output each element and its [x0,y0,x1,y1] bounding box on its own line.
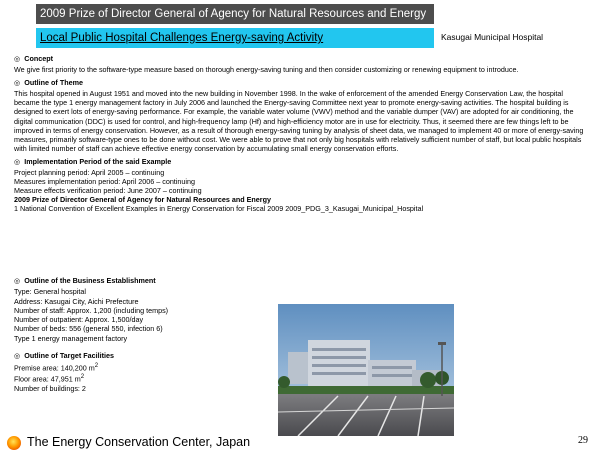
concept-heading-text: Concept [24,54,54,63]
outline-theme-heading [14,78,586,87]
business-heading [14,276,284,285]
implementation-line: Measures implementation period: April 2006 – continuing [14,177,195,187]
implementation-heading-text: Implementation Period of the said Example [24,156,172,166]
floor-area-unit: 2 [80,374,85,381]
bullseye-icon: ◎ [14,54,21,63]
floor-area-label: Floor area: 47,951 m [14,374,81,384]
page-number: 29 [578,435,588,446]
lower-content [14,274,284,393]
facilities-heading [14,351,284,360]
convention-line: 1 National Convention of Excellent Examples in Energy Conservation for Fiscal 2009 2009_PDG_3_Kasugai_Municipal_Hospital [14,204,424,214]
implementation-line: Measure effects verification period: June 2007 – continuing [14,186,202,196]
concept-heading [14,54,586,63]
bullseye-icon: ◎ [14,276,21,285]
business-line: Type: General hospital [14,287,86,297]
bullseye-icon: ◎ [14,156,21,166]
business-line: Number of beds: 556 (general 550, infection 6) [14,324,163,334]
floor-area [14,373,284,384]
business-line: Number of outpatient: Approx. 1,500/day [14,315,144,325]
business-line: Type 1 energy management factory [14,333,128,343]
prize-line: 2009 Prize of Director General of Agency for Natural Resources and Energy [14,195,271,205]
premise-area-label: Premise area: 140,200 m [14,363,95,373]
outline-theme-body: This hospital opened in August 1951 and moved into the new building in November 1998. In the wake of enforcement of the amended Energy Conservation Law, the hospital became the type 1 energy management factory in July 2006 and launched the Energy-saving Committee next year to promote energy-saving activities. The hospital building is designed to exert lots of energy-saving performance. For example, the variable water volume (VWV) method and the variable dumper (VAV) are adopted for air conditioning, the digital communication (DDC) is used for control, and high-frequency lamp (Hf) and high-efficiency motor are in use for electricity. Thus, it seemed there are few things left to be improved in terms of energy conservation. However, as a result of thorough energy-saving tuning by analysis of sheet data, we managed to implement 40 or more of energy-saving measures, primarily software-type ones to be done without cost. We were able to prove that not only big hospitals with relatively sufficient number of staff, but local public hospitals with limited number of staff can achieve effective energy conservation by accumulating small energy conservation efforts. [14,89,584,153]
prize-title-banner: 2009 Prize of Director General of Agency for Natural Resources and Energy [36,4,434,24]
hospital-name: Kasugai Municipal Hospital [441,32,544,42]
bullseye-icon: ◎ [14,78,21,88]
number-of-buildings: Number of buildings: 2 [14,383,86,393]
implementation-heading [14,157,586,166]
business-line: Number of staff: Approx. 1,200 (including temps) [14,305,169,315]
energy-conservation-center-logo [7,436,21,450]
bullseye-icon: ◎ [14,351,21,361]
facilities-heading-text: Outline of Target Facilities [24,351,115,361]
implementation-line: Project planning period: April 2005 – continuing [14,168,165,178]
upper-content [14,54,586,214]
outline-theme-heading-text: Outline of Theme [24,78,83,88]
subtitle-banner: Local Public Hospital Challenges Energy-saving Activity [36,28,434,48]
concept-body: We give first priority to the software-type measure based on thorough energy-saving tuning and then consider customizing or renewing equipment to introduce. [14,65,519,75]
premise-area-unit: 2 [94,363,99,370]
business-heading-text: Outline of the Business Establishment [24,276,156,285]
business-line: Address: Kasugai City, Aichi Prefecture [14,296,139,306]
hospital-photo [278,304,454,436]
footer-organization: The Energy Conservation Center, Japan [27,435,251,449]
premise-area [14,362,284,373]
